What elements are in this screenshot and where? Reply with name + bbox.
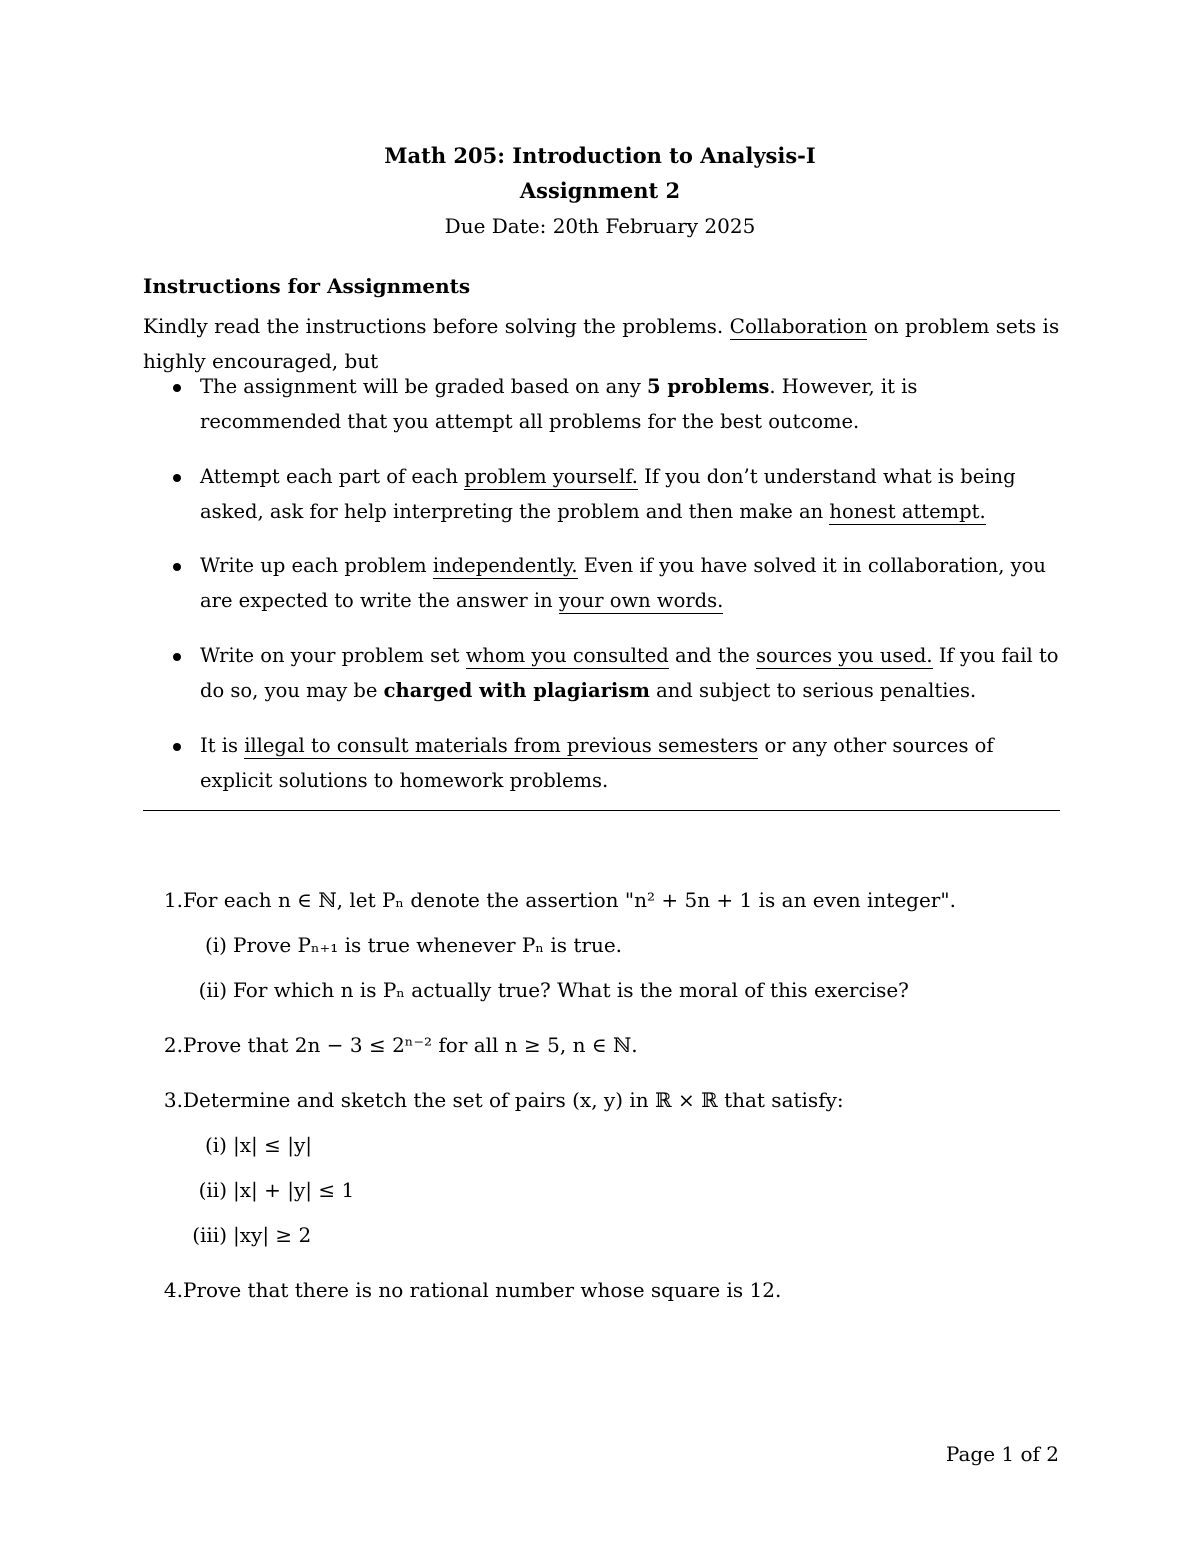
bullet-icon <box>173 384 181 392</box>
problem-3-part-iii <box>180 1220 312 1250</box>
bullet-underlined: sources you used. <box>756 644 933 667</box>
bullet-text: Write on your problem set <box>200 644 460 667</box>
bullet-icon <box>173 653 181 661</box>
instruction-bullet-1 <box>200 369 1062 439</box>
part-text: For which n is Pₙ actually true? What is the moral of this exercise? <box>233 978 909 1002</box>
bullet-bold: charged with plagiarism <box>383 679 650 702</box>
section-divider <box>143 810 1060 811</box>
problem-2 <box>143 1030 638 1060</box>
problem-1-part-ii <box>180 975 909 1005</box>
part-text: Prove Pₙ₊₁ is true whenever Pₙ is true. <box>233 933 623 957</box>
instruction-bullet-3 <box>200 548 1062 618</box>
problem-text: For each n ∈ ℕ, let Pₙ denote the assertion "n² + 5n + 1 is an even integer". <box>183 888 956 912</box>
part-label: (i) <box>204 1133 227 1157</box>
problem-3-part-ii <box>180 1175 355 1205</box>
bullet-text: and subject to serious penalties. <box>656 679 977 702</box>
part-text: |xy| ≥ 2 <box>233 1223 312 1247</box>
intro-text-start: Kindly read the instructions before solving the problems. <box>143 314 724 338</box>
instructions-heading: Instructions for Assignments <box>143 274 471 298</box>
course-title: Math 205: Introduction to Analysis-I <box>384 143 816 168</box>
instruction-bullet-5 <box>200 728 1062 798</box>
instruction-bullet-4 <box>200 638 1062 708</box>
bullet-text: It is <box>200 734 238 757</box>
part-label: (iii) <box>192 1223 227 1247</box>
bullet-icon <box>173 474 181 482</box>
problem-text: Prove that there is no rational number whose square is 12. <box>183 1278 782 1302</box>
problem-number: 1. <box>163 888 183 912</box>
problem-3 <box>143 1085 844 1115</box>
problem-text: Prove that 2n − 3 ≤ 2ⁿ⁻² for all n ≥ 5, n ∈ ℕ. <box>183 1033 638 1057</box>
bullet-icon <box>173 743 181 751</box>
problem-1 <box>143 885 956 915</box>
bullet-underlined: independently. <box>432 554 578 577</box>
problem-number: 2. <box>163 1033 183 1057</box>
bullet-underlined: illegal to consult materials from previous semesters <box>244 734 759 757</box>
assignment-title: Assignment 2 <box>519 178 681 203</box>
intro-underlined: Collaboration <box>729 314 868 338</box>
bullet-text: and the <box>675 644 750 667</box>
problem-number: 4. <box>163 1278 183 1302</box>
problem-1-part-i <box>180 930 623 960</box>
bullet-text: Even if you have solved it in collaboration, you are expected to write the answer in <box>200 554 1046 612</box>
bullet-underlined: honest attempt. <box>829 500 986 523</box>
problem-3-part-i <box>180 1130 313 1160</box>
part-label: (ii) <box>198 1178 227 1202</box>
bullet-underlined: your own words. <box>558 589 724 612</box>
bullet-text: Write up each problem <box>200 554 427 577</box>
bullet-text: or any other sources of explicit solutions to homework problems. <box>200 734 994 792</box>
bullet-underlined: whom you consulted <box>465 644 669 667</box>
bullet-text: . However, it is recommended that you attempt all problems for the best outcome. <box>200 375 918 433</box>
part-text: |x| ≤ |y| <box>233 1133 313 1157</box>
bullet-text: If you fail to do so, you may be <box>200 644 1059 702</box>
instruction-bullet-2 <box>200 459 1062 529</box>
bullet-underlined: problem yourself. <box>464 465 638 488</box>
bullet-text: If you don’t understand what is being asked, ask for help interpreting the problem and then make an <box>200 465 1016 523</box>
bullet-icon <box>173 563 181 571</box>
problem-4 <box>143 1275 782 1305</box>
part-text: |x| + |y| ≤ 1 <box>233 1178 355 1202</box>
page-number: Page 1 of 2 <box>945 1442 1059 1466</box>
bullet-text: Attempt each part of each <box>200 465 459 488</box>
due-date: Due Date: 20th February 2025 <box>444 214 756 238</box>
part-label: (ii) <box>198 978 227 1002</box>
bullet-text: The assignment will be graded based on any <box>200 375 641 398</box>
intro-text-end: on problem sets is highly encouraged, but <box>143 314 1060 373</box>
problem-text: Determine and sketch the set of pairs (x, y) in ℝ × ℝ that satisfy: <box>183 1088 844 1112</box>
problem-number: 3. <box>163 1088 183 1112</box>
bullet-bold: 5 problems <box>647 375 770 398</box>
part-label: (i) <box>204 933 227 957</box>
